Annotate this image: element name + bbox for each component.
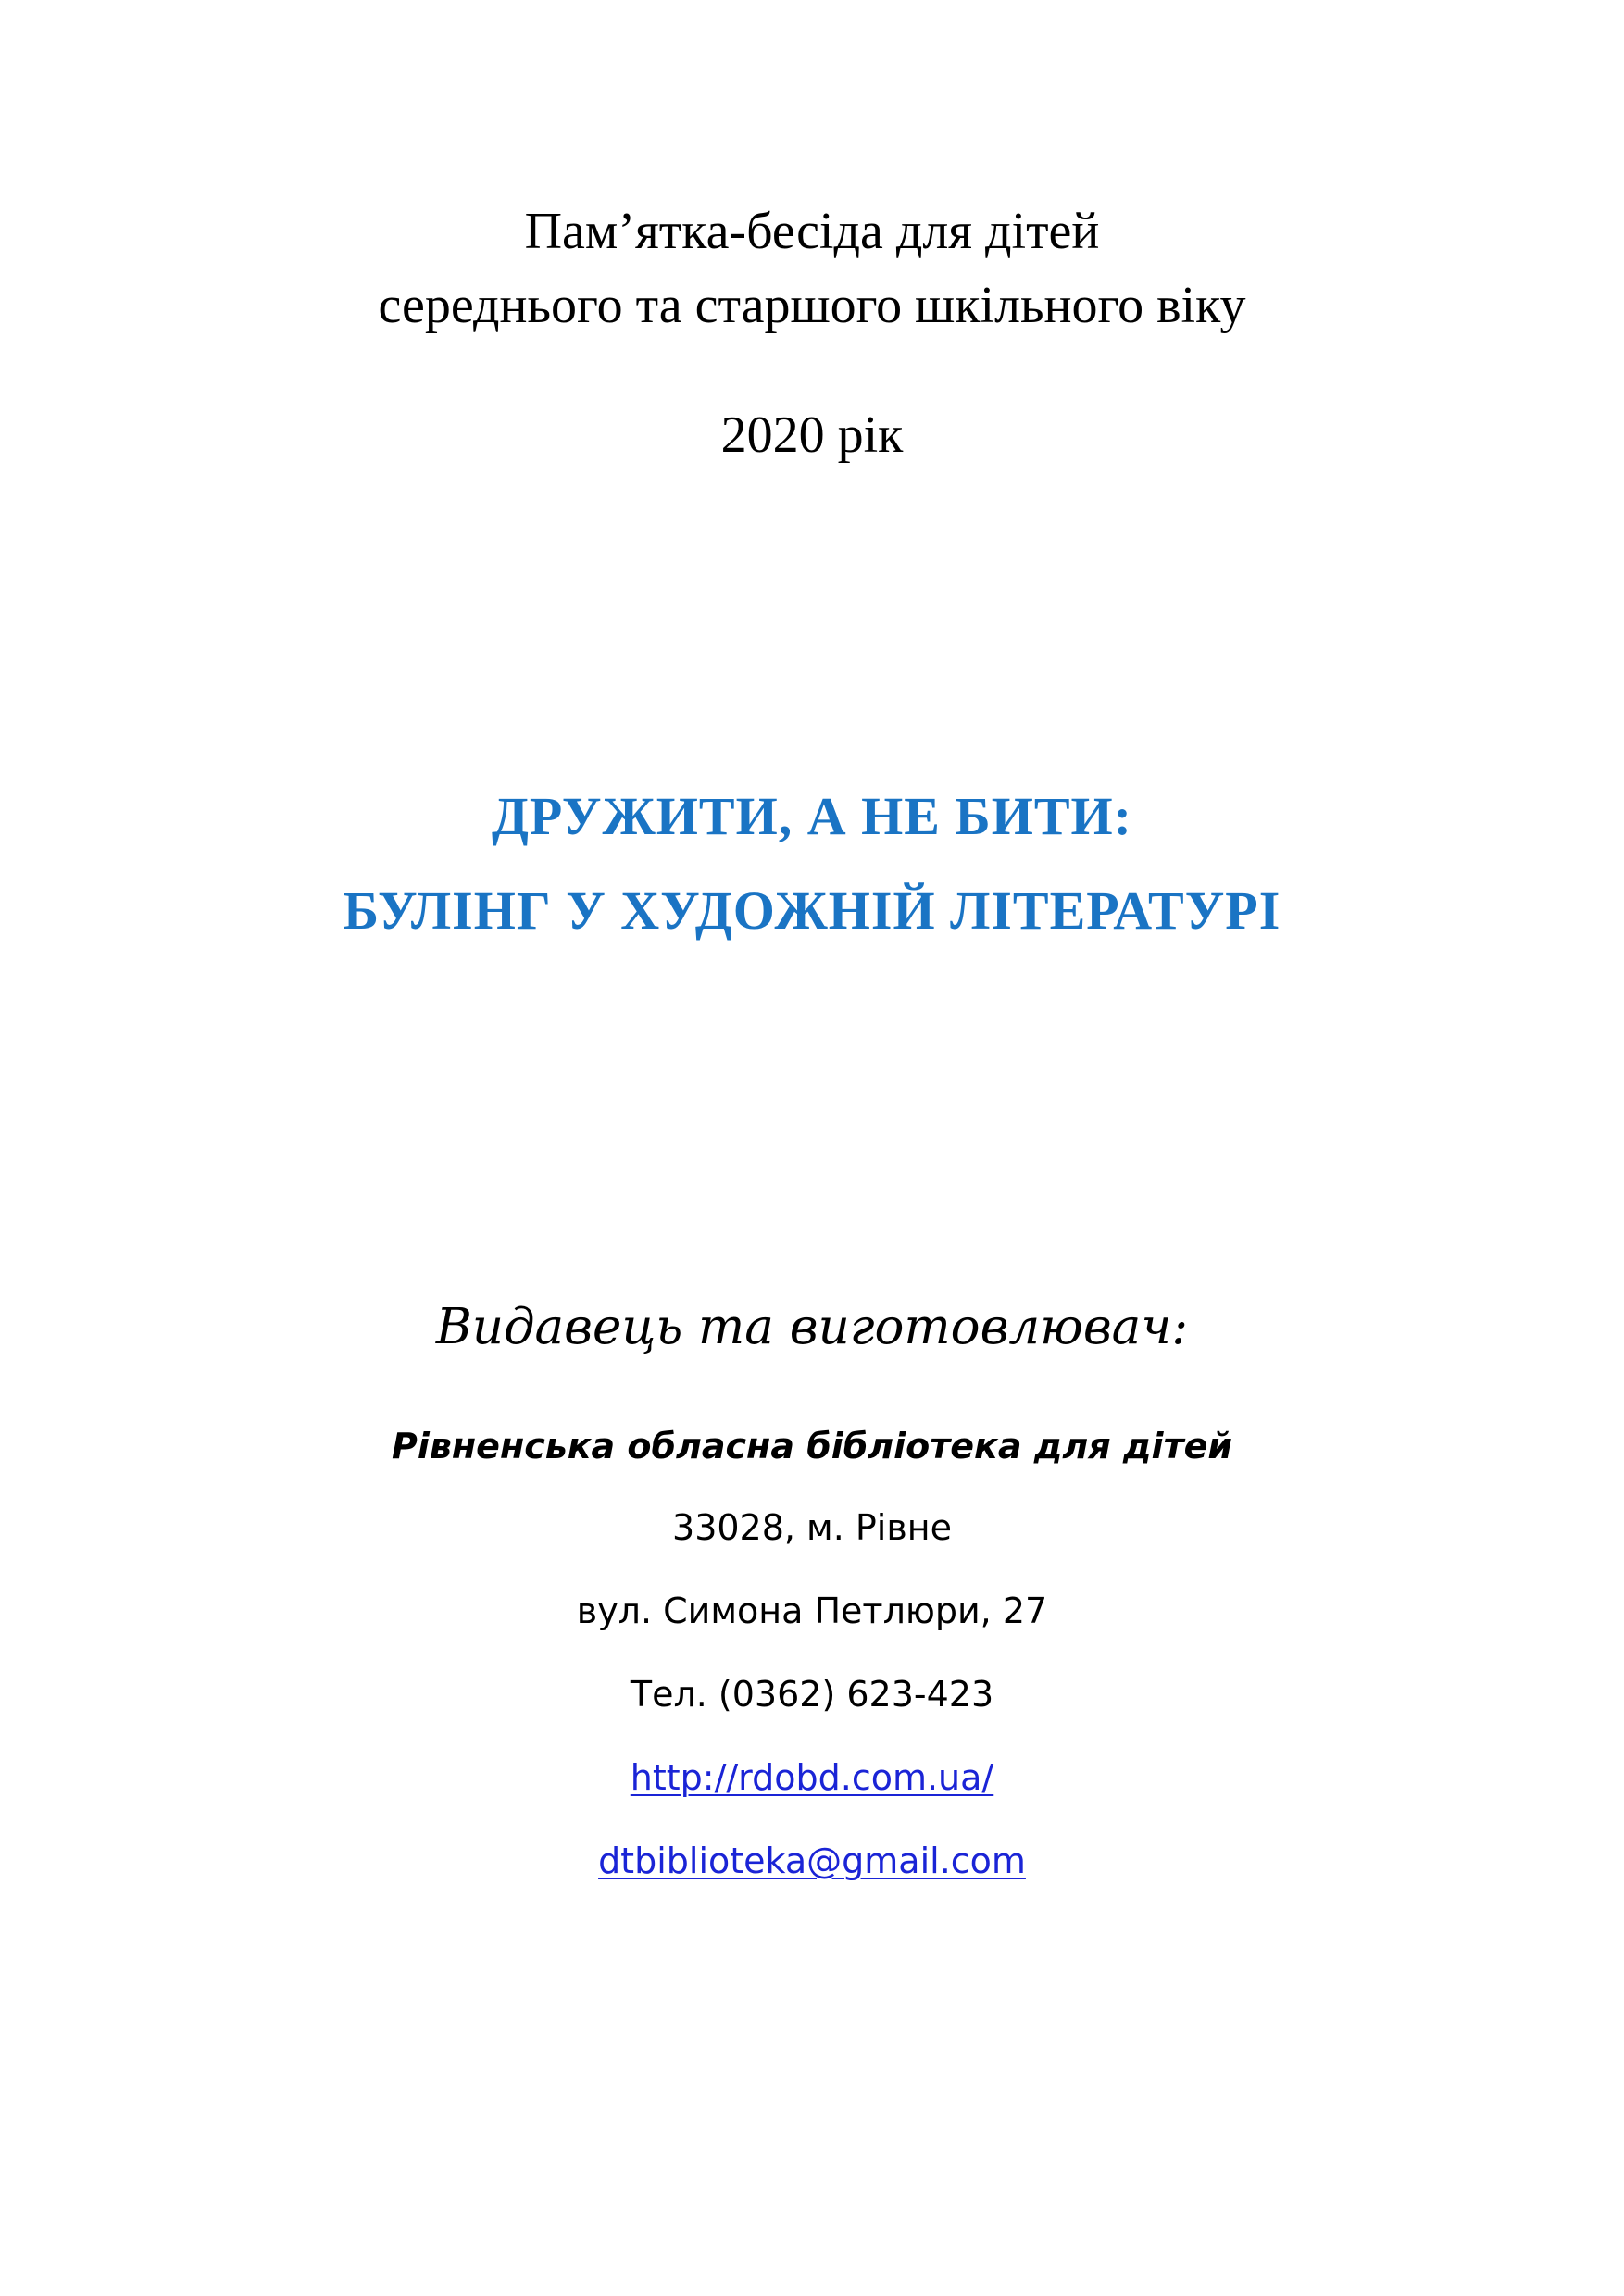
subtitle-line-1: Пам’ятка-бесіда для дітей [524,203,1100,260]
publisher-label: Видавець та виготовлювач: [435,1299,1189,1355]
year-text: 2020 рік [720,406,904,464]
email-link[interactable]: dtbiblioteka@gmail.com [598,1841,1026,1881]
title-line-2: БУЛІНГ У ХУДОЖНІЙ ЛІТЕРАТУРІ [343,880,1281,941]
title-line-1: ДРУЖИТИ, А НЕ БИТИ: [492,786,1132,846]
publisher-name: Рівненська обласна бібліотека для дітей [392,1426,1232,1466]
website-link[interactable]: http://rdobd.com.ua/ [630,1757,994,1798]
phone-number: Тел. (0362) 623-423 [630,1674,994,1715]
website-line [0,1757,1624,1798]
postal-address: 33028, м. Рівне [672,1507,952,1548]
street-address: вул. Симона Петлюри, 27 [576,1591,1048,1631]
subtitle-line-2: середнього та старшого шкільного віку [378,277,1246,334]
email-line [0,1841,1624,1881]
